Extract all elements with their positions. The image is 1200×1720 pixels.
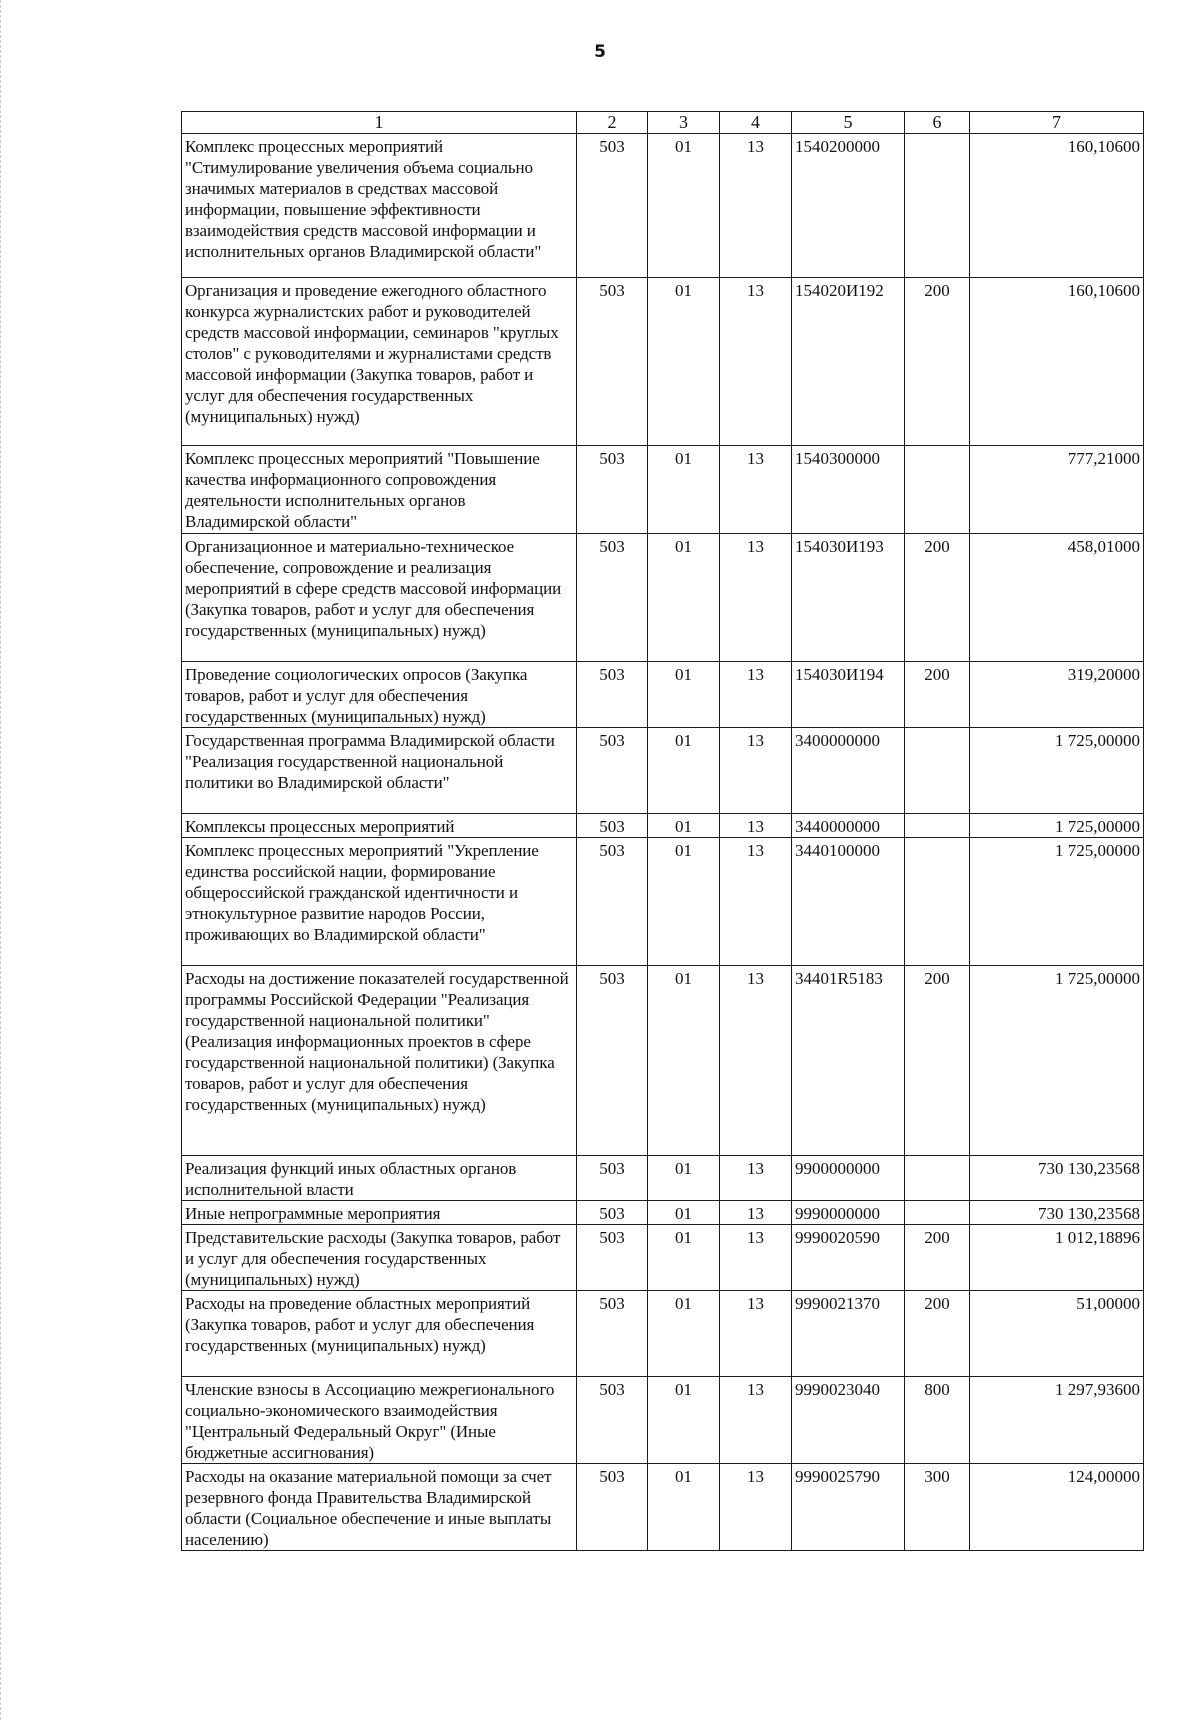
expense-type-cell: 200 — [905, 966, 970, 1156]
amount-cell: 1 012,18896 — [970, 1225, 1144, 1291]
scan-edge-line — [0, 0, 2, 1720]
expense-type-cell — [905, 134, 970, 278]
column-header: 7 — [970, 112, 1144, 134]
row-name-cell: Расходы на оказание материальной помощи за счет резервного фонда Правительства Владимирской области (Социальное обеспечение и иные выплаты населению) — [182, 1464, 577, 1551]
amount-cell: 124,00000 — [970, 1464, 1144, 1551]
code-ministry-cell: 503 — [577, 1464, 648, 1551]
code-subsection-cell: 13 — [720, 1377, 792, 1464]
code-ministry-cell: 503 — [577, 446, 648, 534]
table-row — [182, 728, 1144, 814]
code-subsection-cell: 13 — [720, 728, 792, 814]
code-ministry-cell: 503 — [577, 814, 648, 838]
code-ministry-cell: 503 — [577, 278, 648, 446]
expense-type-cell — [905, 838, 970, 966]
table-row — [182, 662, 1144, 728]
target-article-cell: 1540300000 — [792, 446, 905, 534]
code-ministry-cell: 503 — [577, 728, 648, 814]
row-name-cell: Расходы на проведение областных мероприятий (Закупка товаров, работ и услуг для обеспечения государственных (муниципальных) нужд) — [182, 1291, 577, 1377]
amount-cell: 458,01000 — [970, 534, 1144, 662]
table-row — [182, 1201, 1144, 1225]
target-article-cell: 154030И194 — [792, 662, 905, 728]
code-subsection-cell: 13 — [720, 966, 792, 1156]
code-subsection-cell: 13 — [720, 814, 792, 838]
code-section-cell: 01 — [648, 1201, 720, 1225]
target-article-cell: 9990020590 — [792, 1225, 905, 1291]
row-name-cell: Иные непрограммные мероприятия — [182, 1201, 577, 1225]
row-name-cell: Организационное и материально-техническое обеспечение, сопровождение и реализация мероприятий в сфере средств массовой информации (Закупка товаров, работ и услуг для обеспечения государственных (муниципальных) нужд) — [182, 534, 577, 662]
code-section-cell: 01 — [648, 728, 720, 814]
table-row — [182, 278, 1144, 446]
column-header: 5 — [792, 112, 905, 134]
table-row — [182, 1225, 1144, 1291]
amount-cell: 160,10600 — [970, 278, 1144, 446]
table-row — [182, 134, 1144, 278]
code-section-cell: 01 — [648, 278, 720, 446]
table-row — [182, 534, 1144, 662]
table-row — [182, 1377, 1144, 1464]
code-subsection-cell: 13 — [720, 278, 792, 446]
row-name-cell: Комплексы процессных мероприятий — [182, 814, 577, 838]
target-article-cell: 9990023040 — [792, 1377, 905, 1464]
row-name-cell: Членские взносы в Ассоциацию межрегионального социально-экономического взаимодействия "Центральный Федеральный Округ" (Иные бюджетные ассигнования) — [182, 1377, 577, 1464]
row-name-cell: Расходы на достижение показателей государственной программы Российской Федерации "Реализация государственной национальной политики" (Реализация информационных проектов в сфере государственной национальной политики) (Закупка товаров, работ и услуг для обеспечения государственных (муниципальных) нужд) — [182, 966, 577, 1156]
table-row — [182, 1156, 1144, 1201]
row-name-cell: Организация и проведение ежегодного областного конкурса журналистских работ и руководителей средств массовой информации, семинаров "круглых столов" с руководителями и журналистами средств массовой информации (Закупка товаров, работ и услуг для обеспечения государственных (муниципальных) нужд) — [182, 278, 577, 446]
code-ministry-cell: 503 — [577, 534, 648, 662]
expense-type-cell — [905, 1201, 970, 1225]
amount-cell: 1 725,00000 — [970, 814, 1144, 838]
amount-cell: 51,00000 — [970, 1291, 1144, 1377]
code-ministry-cell: 503 — [577, 1201, 648, 1225]
code-subsection-cell: 13 — [720, 1225, 792, 1291]
amount-cell: 730 130,23568 — [970, 1156, 1144, 1201]
code-subsection-cell: 13 — [720, 1156, 792, 1201]
amount-cell: 160,10600 — [970, 134, 1144, 278]
expense-type-cell — [905, 1156, 970, 1201]
code-section-cell: 01 — [648, 1225, 720, 1291]
row-name-cell: Реализация функций иных областных органов исполнительной власти — [182, 1156, 577, 1201]
expense-type-cell: 200 — [905, 534, 970, 662]
code-section-cell: 01 — [648, 838, 720, 966]
code-ministry-cell: 503 — [577, 966, 648, 1156]
row-name-cell: Государственная программа Владимирской области "Реализация государственной национальной политики во Владимирской области" — [182, 728, 577, 814]
target-article-cell: 9990021370 — [792, 1291, 905, 1377]
expense-type-cell: 200 — [905, 278, 970, 446]
column-header: 6 — [905, 112, 970, 134]
amount-cell: 730 130,23568 — [970, 1201, 1144, 1225]
code-section-cell: 01 — [648, 1291, 720, 1377]
code-ministry-cell: 503 — [577, 1225, 648, 1291]
expense-type-cell: 800 — [905, 1377, 970, 1464]
page-number: 5 — [594, 42, 606, 62]
target-article-cell: 154020И192 — [792, 278, 905, 446]
code-subsection-cell: 13 — [720, 1464, 792, 1551]
table-row — [182, 1464, 1144, 1551]
row-name-cell: Комплекс процессных мероприятий "Стимулирование увеличения объема социально значимых материалов в средствах массовой информации, повышение эффективности взаимодействия средств массовой информации и исполнительных органов Владимирской области" — [182, 134, 577, 278]
column-header: 2 — [577, 112, 648, 134]
code-section-cell: 01 — [648, 662, 720, 728]
expense-type-cell: 200 — [905, 662, 970, 728]
target-article-cell: 3440100000 — [792, 838, 905, 966]
expense-type-cell: 200 — [905, 1291, 970, 1377]
expense-type-cell — [905, 814, 970, 838]
code-subsection-cell: 13 — [720, 662, 792, 728]
target-article-cell: 1540200000 — [792, 134, 905, 278]
code-subsection-cell: 13 — [720, 446, 792, 534]
target-article-cell: 154030И193 — [792, 534, 905, 662]
column-header: 4 — [720, 112, 792, 134]
target-article-cell: 3400000000 — [792, 728, 905, 814]
expense-type-cell — [905, 728, 970, 814]
expense-type-cell — [905, 446, 970, 534]
amount-cell: 1 725,00000 — [970, 966, 1144, 1156]
table-row — [182, 446, 1144, 534]
code-subsection-cell: 13 — [720, 1291, 792, 1377]
amount-cell: 1 297,93600 — [970, 1377, 1144, 1464]
column-header: 1 — [182, 112, 577, 134]
code-section-cell: 01 — [648, 1156, 720, 1201]
code-section-cell: 01 — [648, 966, 720, 1156]
code-section-cell: 01 — [648, 534, 720, 662]
code-subsection-cell: 13 — [720, 1201, 792, 1225]
expense-type-cell: 300 — [905, 1464, 970, 1551]
code-section-cell: 01 — [648, 1377, 720, 1464]
code-ministry-cell: 503 — [577, 1156, 648, 1201]
row-name-cell: Представительские расходы (Закупка товаров, работ и услуг для обеспечения государственных (муниципальных) нужд) — [182, 1225, 577, 1291]
amount-cell: 1 725,00000 — [970, 838, 1144, 966]
code-ministry-cell: 503 — [577, 1291, 648, 1377]
amount-cell: 319,20000 — [970, 662, 1144, 728]
table-row — [182, 966, 1144, 1156]
budget-table — [181, 111, 1144, 1551]
code-ministry-cell: 503 — [577, 134, 648, 278]
code-ministry-cell: 503 — [577, 838, 648, 966]
header-row — [182, 112, 1144, 134]
amount-cell: 1 725,00000 — [970, 728, 1144, 814]
table-row — [182, 838, 1144, 966]
code-ministry-cell: 503 — [577, 662, 648, 728]
code-section-cell: 01 — [648, 446, 720, 534]
target-article-cell: 34401R5183 — [792, 966, 905, 1156]
code-subsection-cell: 13 — [720, 534, 792, 662]
code-ministry-cell: 503 — [577, 1377, 648, 1464]
code-section-cell: 01 — [648, 814, 720, 838]
column-header: 3 — [648, 112, 720, 134]
expense-type-cell: 200 — [905, 1225, 970, 1291]
amount-cell: 777,21000 — [970, 446, 1144, 534]
code-section-cell: 01 — [648, 1464, 720, 1551]
target-article-cell: 9990000000 — [792, 1201, 905, 1225]
target-article-cell: 9990025790 — [792, 1464, 905, 1551]
code-subsection-cell: 13 — [720, 134, 792, 278]
row-name-cell: Проведение социологических опросов (Закупка товаров, работ и услуг для обеспечения государственных (муниципальных) нужд) — [182, 662, 577, 728]
row-name-cell: Комплекс процессных мероприятий "Укрепление единства российской нации, формирование общероссийской гражданской идентичности и этнокультурное развитие народов России, проживающих во Владимирской области" — [182, 838, 577, 966]
table-row — [182, 814, 1144, 838]
code-subsection-cell: 13 — [720, 838, 792, 966]
row-name-cell: Комплекс процессных мероприятий "Повышение качества информационного сопровождения деятельности исполнительных органов Владимирской области" — [182, 446, 577, 534]
target-article-cell: 9900000000 — [792, 1156, 905, 1201]
target-article-cell: 3440000000 — [792, 814, 905, 838]
code-section-cell: 01 — [648, 134, 720, 278]
table-row — [182, 1291, 1144, 1377]
